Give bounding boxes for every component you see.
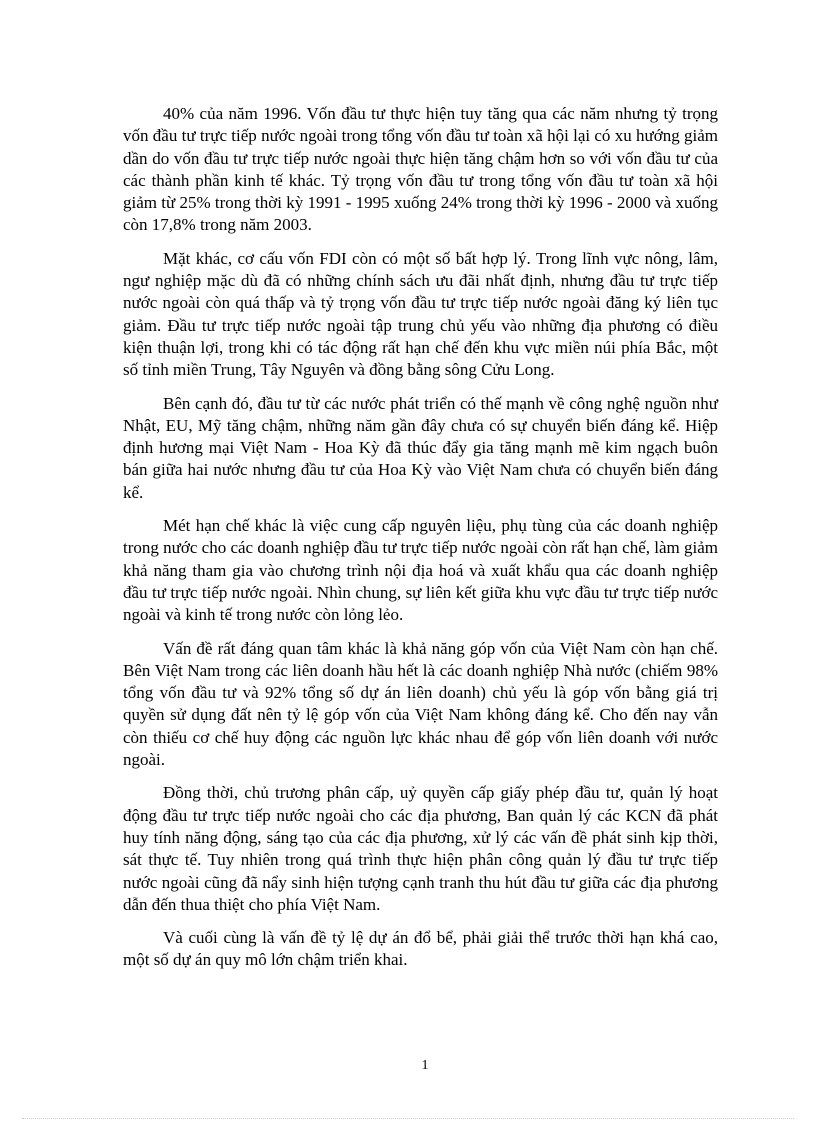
paragraph: Đồng thời, chủ trương phân cấp, uỷ quyền cấp giấy phép đầu tư, quản lý hoạt động đầu tư trực tiếp nước ngoài cho các địa phương, Ban quản lý các KCN đã phát huy tính năng động, sáng tạo của các địa phương, xử lý các vấn đề phát sinh kịp thời, sát thực tế. Tuy nhiên trong quá trình thực hiện phân công quản lý đầu tư trực tiếp nước ngoài cũng đã nẩy sinh hiện tượng cạnh tranh thu hút đầu tư giữa các địa phương dẫn đến thua thiệt cho phía Việt Nam. [123, 783, 718, 914]
paragraph: Và cuối cùng là vấn đề tỷ lệ dự án đổ bể, phải giải thể trước thời hạn khá cao, một số dự án quy mô lớn chậm triển khai. [123, 928, 718, 970]
paragraph: Vấn đề rất đáng quan tâm khác là khả năng góp vốn của Việt Nam còn hạn chế. Bên Việt Nam trong các liên doanh hầu hết là các doanh nghiệp Nhà nước (chiếm 98% tổng vốn đầu tư và 92% tổng số dự án liên doanh) chủ yếu là góp vốn bằng giá trị quyền sử dụng đất nên tỷ lệ góp vốn của Việt Nam không đáng kể. Cho đến nay vẫn còn thiếu cơ chế huy động các nguồn lực khác nhau để góp vốn liên doanh với nước ngoài. [123, 638, 718, 770]
paragraph: Bên cạnh đó, đầu tư từ các nước phát triển có thế mạnh về công nghệ nguồn như Nhật, EU, Mỹ tăng chậm, những năm gần đây chưa có sự chuyển biến đáng kể. Hiệp định hương mại Việt Nam - Hoa Kỳ đã thúc đẩy gia tăng mạnh mẽ kim ngạch buôn bán giữa hai nước nhưng đầu tư của Hoa Kỳ vào Việt Nam chưa có chuyển biến đáng kể. [123, 393, 718, 502]
document-body [123, 103, 718, 983]
paragraph: Mặt khác, cơ cấu vốn FDI còn có một số bất hợp lý. Trong lĩnh vực nông, lâm, ngư nghiệp mặc dù đã có những chính sách ưu đãi nhất định, nhưng đầu tư trực tiếp nước ngoài còn quá thấp và tỷ trọng vốn đầu tư trực tiếp nước ngoài đăng ký liên tục giảm. Đầu tư trực tiếp nước ngoài tập trung chủ yếu vào những địa phương có điều kiện thuận lợi, trong khi có tác động rất hạn chế đến khu vực miền núi phía Bắc, một số tỉnh miền Trung, Tây Nguyên và đồng bằng sông Cửu Long. [123, 248, 718, 380]
paragraph: 40% của năm 1996. Vốn đầu tư thực hiện tuy tăng qua các năm nhưng tỷ trọng vốn đầu tư trực tiếp nước ngoài trong tổng vốn đầu tư toàn xã hội lại có xu hướng giảm dần do vốn đầu tư trực tiếp nước ngoài thực hiện tăng chậm hơn so với vốn đầu tư của các thành phần kinh tế khác. Tỷ trọng vốn đầu tư trong tổng vốn đầu tư toàn xã hội giảm từ 25% trong thời kỳ 1991 - 1995 xuống 24% trong thời kỳ 1996 - 2000 và xuống còn 17,8% trong năm 2003. [123, 104, 718, 235]
paragraph: Mét hạn chế khác là việc cung cấp nguyên liệu, phụ tùng của các doanh nghiệp trong nước cho các doanh nghiệp đầu tư trực tiếp nước ngoài còn rất hạn chế, làm giảm khả năng tham gia vào chương trình nội địa hoá và xuất khẩu qua các doanh nghiệp đầu tư trực tiếp nước ngoài. Nhìn chung, sự liên kết giữa khu vực đầu tư trực tiếp nước ngoài và kinh tế trong nước còn lỏng lẻo. [123, 516, 718, 625]
page-number: 1 [421, 1058, 429, 1073]
page-bottom-border [22, 1118, 794, 1119]
